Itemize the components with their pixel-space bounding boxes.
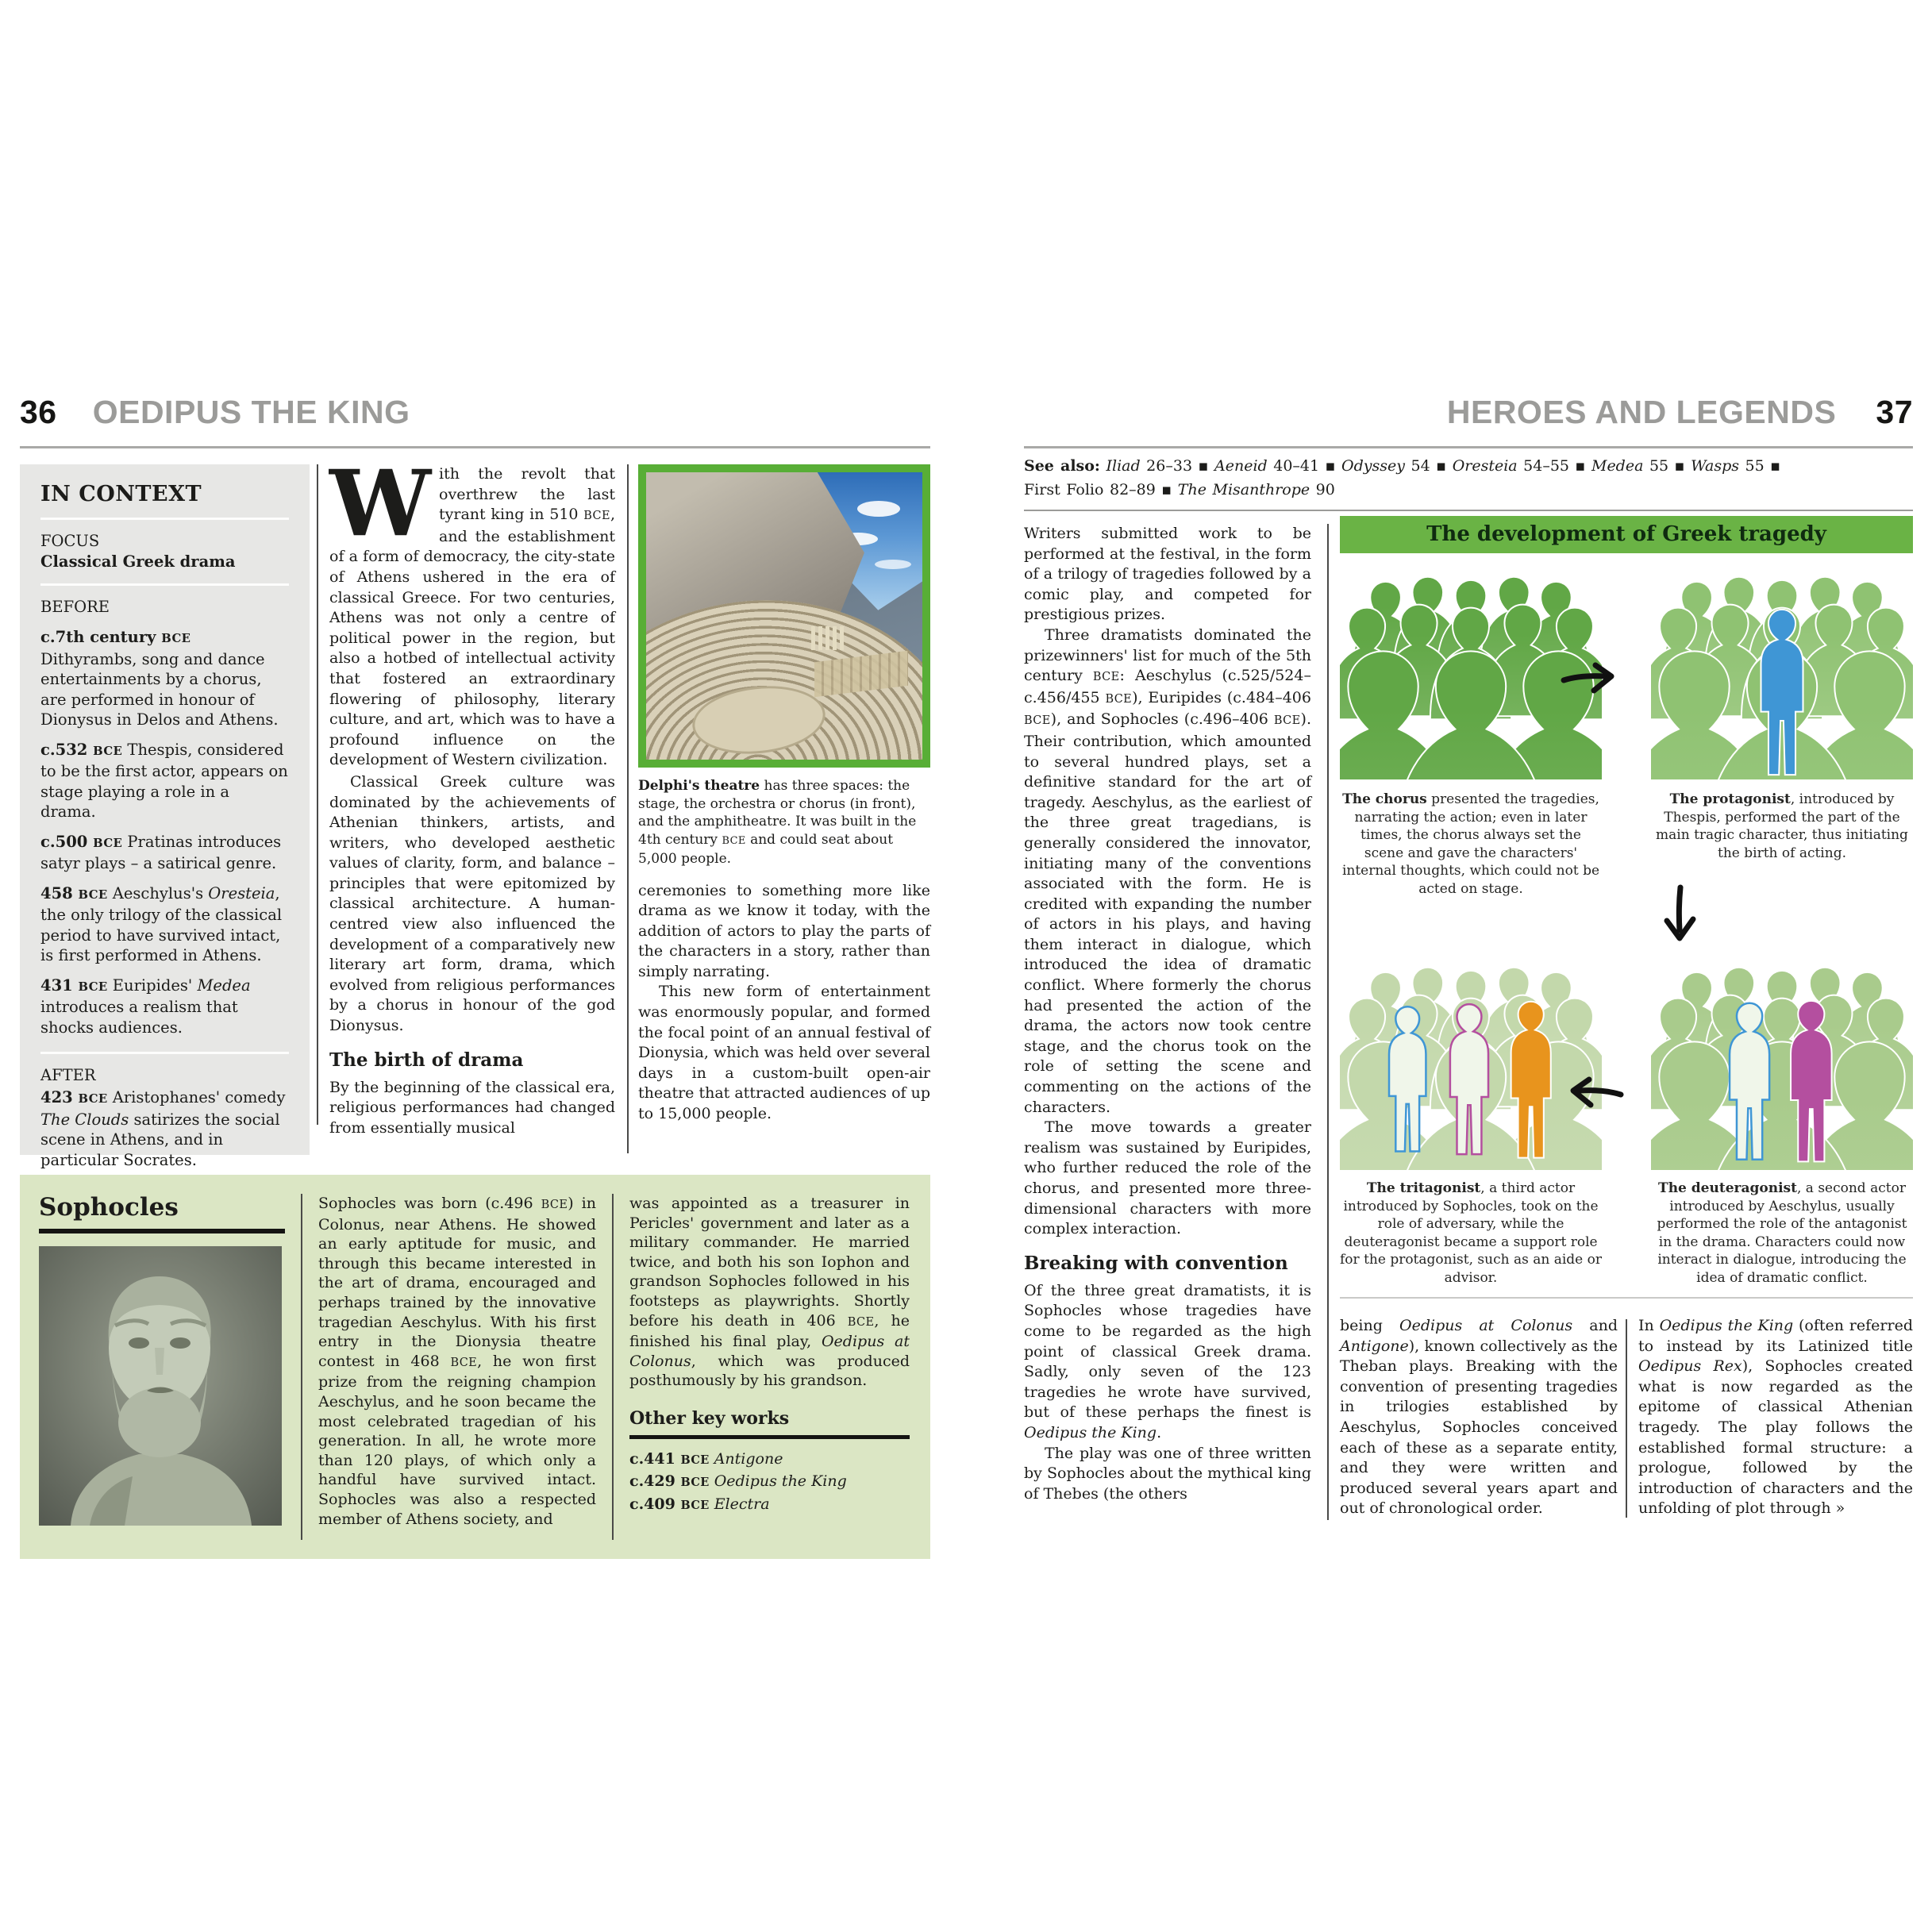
right-header-rule bbox=[1024, 446, 1913, 448]
bio-paragraph: was appointed as a treasurer in Pericles' government and later as a military commander. He married twice, and both his son Iophon and grandson Sophocles followed in his footsteps as playwrights. Shortly before his death in 406 BCE, he finished his final play, Oedipus at Colonus, which was produced posthumously by his grandson. bbox=[629, 1195, 910, 1390]
left-page-title: OEDIPUS THE KING bbox=[92, 394, 410, 430]
column-divider bbox=[317, 464, 318, 1125]
paragraph: The play was one of three written by Sophocles about the mythical king of Thebes (the others bbox=[1024, 1444, 1311, 1503]
arrow-left-icon bbox=[1559, 1073, 1626, 1111]
bio-text-column-1: Sophocles was born (c.496 BCE) in Colonus, near Athens. He showed an early aptitude for music, and through this became interested in the art of drama, encouraged and perhaps trained by the innovative tragedian Aeschylus. With his first entry in the Dionysia theatre contest in 468 BCE, he won first prize from the reigning champion Aeschylus, and he soon became the most celebrated tragedian of his generation. In all, he wrote more than 120 plays, of which only a handful have survived intact. Sophocles was also a respected member of Athens society, and bbox=[301, 1194, 612, 1540]
delphi-theatre-photo bbox=[638, 464, 930, 768]
tritagonist-figure-group bbox=[1340, 957, 1602, 1170]
photo-clouds bbox=[857, 501, 900, 517]
in-context-box bbox=[20, 464, 310, 1169]
before-label: BEFORE bbox=[40, 598, 110, 616]
photo-temple-columns bbox=[811, 626, 846, 650]
see-also-rule bbox=[1024, 510, 1913, 511]
paragraph: ceremonies to something more like drama as we know it today, with the addition of actors to play the parts of the characters in a story, rather than simply narrating. bbox=[638, 881, 930, 980]
sophocles-bio-box bbox=[20, 1175, 930, 1559]
left-page-header bbox=[20, 394, 410, 431]
paragraph: This new form of entertainment was enormously popular, and formed the focal point of an annual festival of Dionysia, which was held over several days in a custom-built open-air theatre that attracted audiences of up to 15,000 people. bbox=[638, 983, 930, 1123]
focus-value: Classical Greek drama bbox=[40, 552, 236, 571]
protagonist-figure-group bbox=[1651, 567, 1913, 779]
paragraph: Three dramatists dominated the prizewinners' list for much of the 5th century BCE: Aeschylus (c.525/524–c.456/455 BCE), Euripides (c.484–406 BCE), and Sophocles (c.496–406 BCE). Their contribution, which amounted to several hundred plays, set a definitive standard for the art of tragedy. Aeschylus, as the earliest of the three great tragedians, is generally considered the innovator, initiating many of the conventions associated with the form. He is credited with expanding the number of actors in his plays, and having them interact in dialogue, which introduced the idea of dramatic conflict. Where formerly the chorus had presented the action of the drama, the actors now took centre stage, and the chorus took on the role of setting the scene and commenting on the actions of the characters. bbox=[1024, 625, 1311, 1116]
bio-photo-column bbox=[39, 1194, 301, 1540]
paragraph: Writers submitted work to be performed at the festival, in the form of a trilogy of tragedies followed by a comic play, and competed for prestigious prizes. bbox=[1024, 525, 1311, 624]
key-work-item: c.441 BCE Antigone bbox=[629, 1449, 783, 1468]
dropcap-letter: W bbox=[329, 450, 432, 556]
arrow-down-icon bbox=[1661, 883, 1699, 953]
bio-title: Sophocles bbox=[39, 1193, 179, 1222]
right-page-title: HEROES AND LEGENDS bbox=[1446, 394, 1837, 430]
bio-title-rule bbox=[39, 1229, 285, 1233]
in-context-title: IN CONTEXT bbox=[40, 482, 202, 506]
left-header-rule bbox=[20, 446, 930, 448]
diagram-title: The development of Greek tragedy bbox=[1340, 516, 1913, 553]
section-heading: The birth of drama bbox=[329, 1049, 524, 1071]
section-heading: Breaking with convention bbox=[1024, 1252, 1288, 1274]
deuteragonist-caption: The deuteragonist, a second actor introduced by Aeschylus, usually performed the role of the antagonist in the drama. Characters could now interact in dialogue, introducing the idea of dramatic conflict. bbox=[1657, 1180, 1907, 1286]
see-also-line: First Folio 82–89 ▪ The Misanthrope 90 bbox=[1024, 481, 1335, 498]
paragraph: By the beginning of the classical era, religious performances had changed from essentially musical bbox=[329, 1078, 615, 1137]
column-divider bbox=[1626, 1319, 1627, 1518]
timeline-item: 458 BCE Aeschylus's Oresteia, the only trilogy of the classical period to have survived intact, is first performed in Athens. bbox=[40, 883, 283, 964]
right-page-number: 37 bbox=[1876, 394, 1913, 430]
timeline-item: 431 BCE Euripides' Medea introduces a realism that shocks audiences. bbox=[40, 976, 251, 1037]
right-bottom-column-1: being Oedipus at Colonus and Antigone), known collectively as the Theban plays. Breaking with the convention of presenting tragedies in trilogies established by Aeschylus, Sophocles conceived each of these as a separate entity, and they were written and produced several years apart and out of chronological order. bbox=[1340, 1317, 1618, 1518]
other-key-works-rule bbox=[629, 1435, 910, 1439]
chorus-caption: The chorus presented the tragedies, narrating the action; even in later times, the chorus always set the scene and gave the characters' internal thoughts, which could not be acted on stage. bbox=[1341, 791, 1600, 897]
divider bbox=[40, 1052, 289, 1054]
paragraph: The move towards a greater realism was sustained by Euripides, who further reduced the role of the chorus, and presented more three-dimensional characters with more complex interaction. bbox=[1024, 1118, 1311, 1238]
timeline-item: 423 BCE Aristophanes' comedy The Clouds satirizes the social scene in Athens, and in particular Socrates. bbox=[40, 1088, 286, 1169]
timeline-item: c.532 BCE Thespis, considered to be the first actor, appears on stage playing a role in a drama. bbox=[40, 740, 288, 821]
deuteragonist-figure-group bbox=[1651, 957, 1913, 1170]
focus-label: FOCUS bbox=[40, 532, 100, 550]
right-bottom-column-2: In Oedipus the King (often referred to instead by its Latinized title Oedipus Rex), Sophocles created what is now regarded as the epitome of classical Athenian tragedy. The play follows the established formal structure: a prologue, followed by the introduction of characters and the unfolding of plot through » bbox=[1638, 1317, 1913, 1518]
other-key-works-title: Other key works bbox=[629, 1407, 790, 1429]
timeline-item: c.7th century BCE Dithyrambs, song and dance entertainments by a chorus, are performed in honour of Dionysus in Delos and Athens. bbox=[40, 628, 279, 729]
left-column-2 bbox=[329, 450, 615, 1138]
left-column-3 bbox=[638, 464, 930, 1125]
right-page-header bbox=[1024, 394, 1913, 431]
tritagonist-caption: The tritagonist, a third actor introduced by Sophocles, took on the role of adversary, while the deuteragonist became a support role for the protagonist, such as an aide or advisor. bbox=[1340, 1180, 1602, 1286]
bio-text-column-2 bbox=[612, 1194, 910, 1540]
paragraph: Classical Greek culture was dominated by the achievements of Athenian thinkers, artists, and writers, who developed aesthetic values of clarity, form, and balance – principles that were epitomized by classical architecture. A human-centred view also influenced the development of a comparatively new literary art form, drama, which evolved from religious performances by a chorus in honour of the god Dionysus. bbox=[329, 772, 615, 1035]
see-also-block bbox=[1024, 454, 1913, 502]
see-also-line: See also: Iliad 26–33 ▪ Aeneid 40–41 ▪ Odyssey 54 ▪ Oresteia 54–55 ▪ Medea 55 ▪ Wasps 55 ▪ bbox=[1024, 457, 1781, 475]
key-work-item: c.409 BCE Electra bbox=[629, 1495, 770, 1513]
divider bbox=[40, 583, 289, 586]
greek-tragedy-diagram bbox=[1340, 516, 1913, 553]
lead-paragraph bbox=[329, 450, 615, 771]
arrow-right-icon bbox=[1559, 659, 1626, 697]
after-label: AFTER bbox=[40, 1066, 96, 1084]
timeline-item: c.500 BCE Pratinas introduces satyr plays – a satirical genre. bbox=[40, 832, 282, 872]
sophocles-bust-photo bbox=[39, 1246, 282, 1526]
photo-caption: Delphi's theatre has three spaces: the stage, the orchestra or chorus (in front), and the amphitheatre. It was built in the 4th century BCE and could seat about 5,000 people. bbox=[638, 778, 917, 867]
left-page-number: 36 bbox=[20, 394, 57, 430]
diagram-bottom-rule bbox=[1340, 1297, 1913, 1299]
protagonist-caption: The protagonist, introduced by Thespis, performed the part of the main tragic character, thus initiating the birth of acting. bbox=[1656, 791, 1908, 861]
key-work-item: c.429 BCE Oedipus the King bbox=[629, 1472, 847, 1491]
right-column-1 bbox=[1024, 524, 1311, 1504]
divider bbox=[40, 518, 289, 520]
paragraph: Of the three great dramatists, it is Sophocles whose tragedies have come to be regarded as the high point of classical Greek drama. Sadly, only seven of the 123 tragedies he wrote have survived, but of these perhaps the finest is Oedipus the King. bbox=[1024, 1281, 1311, 1441]
column-divider bbox=[1327, 524, 1329, 1520]
paragraph-text: ith the revolt that overthrew the last tyrant king in 510 BCE, and the establishment of a form of democracy, the city-state of Athens ushered in the era of classical Greece. For two centuries, Athens was not only a centre of political power in the region, but also a hotbed of intellectual activity that fostered an extraordinary flowering of philosophy, literary culture, and art, which was to have a profound influence on the development of Western civilization. bbox=[329, 465, 615, 769]
column-divider bbox=[627, 464, 629, 1153]
